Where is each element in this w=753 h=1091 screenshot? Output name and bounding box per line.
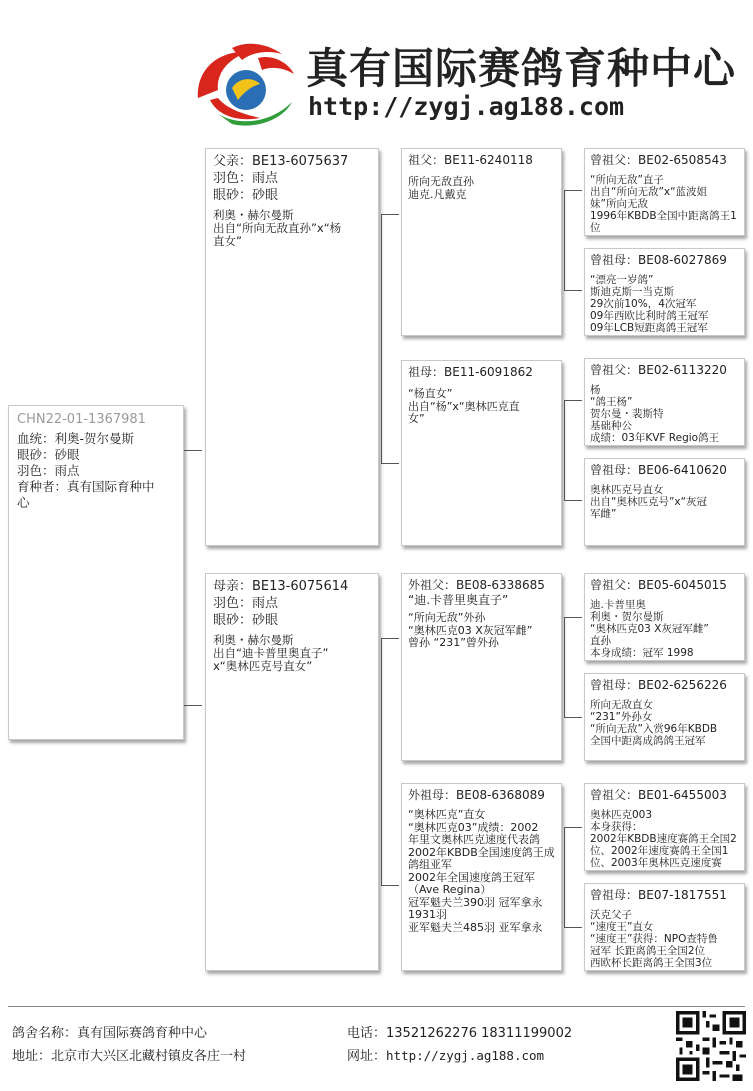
granddam-header: 祖母：BE11-6091862 (408, 365, 533, 379)
connector (564, 500, 582, 501)
great-grandparent-text: 沃克父子 “速度王”直女 “速度王”获得：NPO查特鲁 冠军 长距离鸽王全国2位 西欧杯长距离鸽王全国3位 (590, 909, 718, 969)
great-grandparent-text: 迪.卡普里奥 利奥・贺尔曼斯 “奥林匹克03 X灰冠军雌” 直孙 本身成绩：冠军 1998 (590, 599, 709, 659)
connector (184, 450, 202, 451)
connector (564, 400, 565, 500)
connector (564, 290, 582, 291)
connector (381, 463, 399, 464)
web-label: 网址： (347, 1049, 387, 1064)
great-grandparent-text: 所向无敌直女 “231”外孙女 “所向无敌”入赏96年KBDB 全国中距离成鸽鸽王冠军 (590, 699, 718, 747)
great-grandparent-card (584, 783, 745, 871)
center-url[interactable]: http://zygj.ag188.com (308, 92, 625, 121)
great-grandparent-text: “漂亮一岁鸽” 斯迪克斯一当克斯 29次前10%，4次冠军 09年西欧比利时鸽王冠军 09年LCB短距离鸽王冠军 (590, 274, 709, 334)
subject-eye: 眼砂：砂眼 (17, 447, 80, 462)
subject-strain: 血统：利奥-贺尔曼斯 (17, 431, 135, 446)
great-grandparent-header: 曾祖母：BE06-6410620 (590, 463, 727, 477)
connector (184, 705, 202, 706)
great-grandparent-header: 曾祖父：BE02-6508543 (590, 153, 727, 167)
connector (564, 400, 582, 401)
maternal-grandsire-card (401, 573, 562, 761)
connector (564, 617, 582, 618)
connector (564, 827, 565, 927)
connector (381, 214, 399, 215)
connector (381, 885, 399, 886)
address-value: 北京市大兴区北藏村镇皮各庄一村 (51, 1049, 247, 1064)
grandsire-text: 所向无敌直孙 迪克.凡戴克 (408, 175, 474, 201)
connector (564, 827, 582, 828)
maternal-granddam-card (401, 783, 562, 971)
logo (188, 40, 300, 128)
connector (564, 617, 565, 717)
dam-header: 母亲：BE13-6075614 羽色：雨点 眼砂：砂眼 (213, 579, 349, 628)
granddam-card (401, 360, 562, 546)
dam-text: 利奥・赫尔曼斯 出自“迪卡普里奥直子” x“奥林匹克号直女” (213, 633, 329, 673)
granddam-text: “杨直女” 出自“杨”x“奥林匹克直 女” (408, 387, 520, 425)
connector (381, 638, 382, 885)
connector (564, 190, 565, 290)
maternal-granddam-header: 外祖母：BE08-6368089 (408, 788, 545, 802)
sire-text: 利奥・赫尔曼斯 出自“所向无敌直孙”x“杨 直女” (213, 208, 342, 248)
great-grandparent-card (584, 573, 745, 661)
great-grandparent-text: 奥林匹克003 本身获得： 2002年KBDB速度赛鸽王全国2 位、2002年速度赛鸽王全国1 位、2003年奥林匹克速度赛 (590, 809, 737, 869)
great-grandparent-card (584, 673, 745, 761)
footer-web (347, 1045, 647, 1064)
connector (381, 214, 382, 463)
connector (564, 927, 582, 928)
great-grandparent-card (584, 358, 745, 446)
connector (564, 190, 582, 191)
phone-value[interactable]: 13521262276 18311199002 (386, 1026, 573, 1041)
footer-divider (8, 1006, 745, 1007)
maternal-granddam-text: “奥林匹克”直女 “奥林匹克03”成绩：2002 年里文奥林匹克速度代表鸽 2002年KBDB全国速度鸽王成 鸽组亚军 2002年全国速度鸽王冠军 （Ave Regina） 冠军魁夫兰390羽 冠军拿永 1931羽 亚军魁夫兰485羽 亚军拿永 (408, 808, 555, 934)
sire-card (205, 148, 379, 546)
sire-header: 父亲：BE13-6075637 羽色：雨点 眼砂：砂眼 (213, 154, 349, 203)
subject-ring-number: CHN22-01-1367981 (17, 412, 146, 427)
great-grandparent-header: 曾祖母：BE08-6027869 (590, 253, 727, 267)
great-grandparent-card (584, 458, 745, 546)
grandsire-card (401, 148, 562, 336)
phone-label: 电话： (347, 1026, 387, 1041)
great-grandparent-card (584, 248, 745, 336)
loft-label: 鸽舍名称： (12, 1026, 78, 1041)
address-label: 地址： (12, 1049, 52, 1064)
great-grandparent-card (584, 883, 745, 971)
subject-breeder: 育种者：真有国际育种中 心 (17, 479, 155, 510)
maternal-grandsire-text: “所向无敌”外孙 “奥林匹克03 X灰冠军雌” 曾孙 “231”曾外孙 (408, 611, 533, 649)
connector (564, 717, 582, 718)
subject-color: 羽色：雨点 (17, 463, 80, 478)
footer-loft (12, 1022, 332, 1041)
maternal-grandsire-header: 外祖父：BE08-6338685 “迪.卡普里奥直子” (408, 578, 545, 607)
great-grandparent-header: 曾祖父：BE02-6113220 (590, 363, 727, 377)
connector (381, 638, 399, 639)
great-grandparent-text: 奥林匹克号直女 出自“奥林匹克号”x“灰冠 军雌” (590, 484, 708, 520)
qr-code-icon (676, 1011, 746, 1081)
great-grandparent-header: 曾祖父：BE01-6455003 (590, 788, 727, 802)
great-grandparent-card (584, 148, 745, 236)
great-grandparent-header: 曾祖母：BE02-6256226 (590, 678, 727, 692)
dam-card (205, 573, 379, 971)
great-grandparent-text: “所向无敌”直子 出自“所向无敌”x“蓝波姐 妹”所向无敌 1996年KBDB全国中距离鸽王1 位 (590, 174, 737, 234)
great-grandparent-text: 杨 “鸽王杨” 贺尔曼・裴斯特 基础种公 成绩：03年KVF Regio鸽王 (590, 384, 720, 444)
web-value[interactable]: http://zygj.ag188.com (386, 1048, 545, 1063)
subject-card (8, 405, 184, 740)
footer-phone (347, 1022, 647, 1041)
loft-value: 真有国际赛鸽育种中心 (77, 1026, 208, 1041)
footer-address (12, 1045, 332, 1064)
grandsire-header: 祖父：BE11-6240118 (408, 153, 533, 167)
great-grandparent-header: 曾祖母：BE07-1817551 (590, 888, 727, 902)
center-title: 真有国际赛鸽育种中心 (306, 44, 737, 93)
great-grandparent-header: 曾祖父：BE05-6045015 (590, 578, 727, 592)
